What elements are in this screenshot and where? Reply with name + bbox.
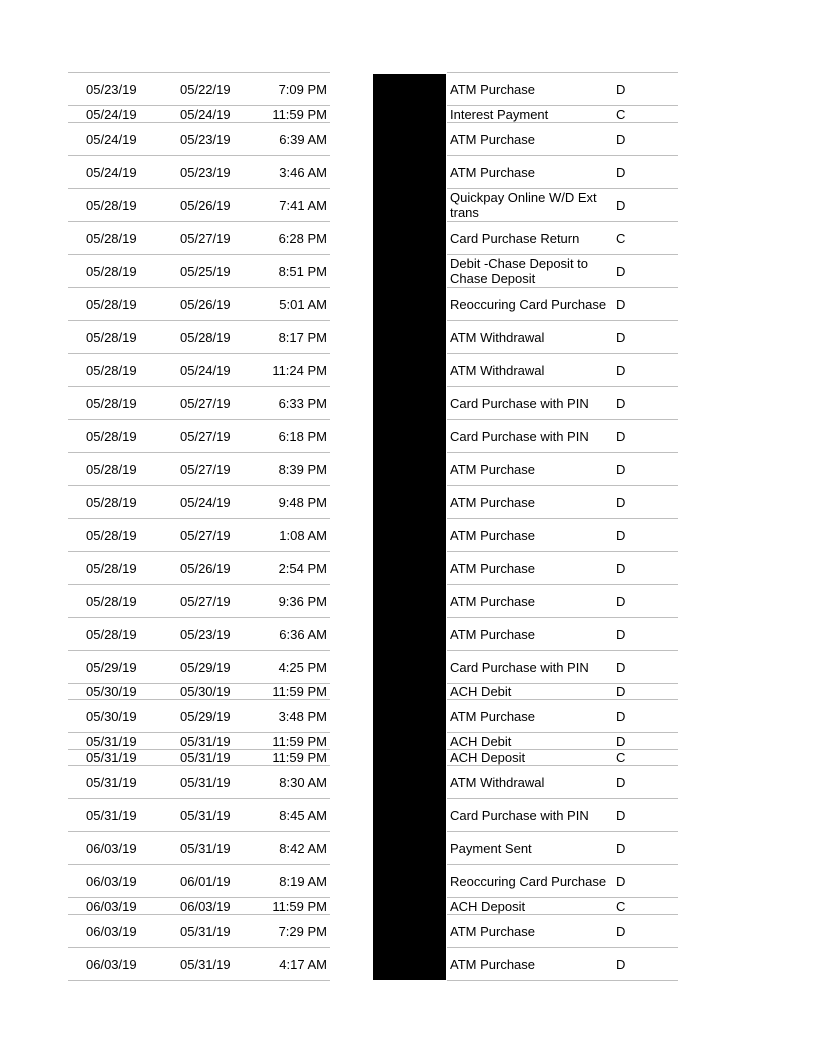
debit-credit-cell: D <box>616 956 626 972</box>
transaction-date-cell: 05/28/19 <box>180 329 231 345</box>
transaction-time-cell: 7:41 AM <box>279 197 327 213</box>
table-row <box>68 552 330 585</box>
debit-credit-cell: D <box>616 733 626 749</box>
table-row <box>447 354 678 387</box>
post-date-cell: 05/28/19 <box>86 230 137 246</box>
description-cell: ATM Purchase <box>450 593 536 609</box>
table-row <box>68 799 330 832</box>
transaction-time-cell: 6:36 AM <box>279 626 327 642</box>
description-cell: Card Purchase with PIN <box>450 395 589 411</box>
transaction-time-cell: 8:30 AM <box>279 774 327 790</box>
table-row <box>447 733 678 750</box>
description-cell: Card Purchase with PIN <box>450 659 589 675</box>
table-row <box>68 123 330 156</box>
post-date-cell: 05/31/19 <box>86 750 137 765</box>
description-cell: Interest Payment <box>450 106 549 122</box>
table-row <box>68 898 330 915</box>
description-cell: ATM Withdrawal <box>450 329 545 345</box>
table-row <box>447 73 678 106</box>
description-cell: Debit -Chase Deposit to Chase Deposit <box>450 256 589 286</box>
table-row <box>68 519 330 552</box>
table-row <box>447 486 678 519</box>
table-row <box>68 420 330 453</box>
transaction-date-cell: 05/26/19 <box>180 197 231 213</box>
table-row <box>447 255 678 288</box>
transaction-time-cell: 3:46 AM <box>279 164 327 180</box>
table-row <box>447 106 678 123</box>
description-cell: ATM Purchase <box>450 923 536 939</box>
table-row <box>447 915 678 948</box>
debit-credit-cell: D <box>616 527 626 543</box>
table-row <box>68 915 330 948</box>
table-row <box>68 106 330 123</box>
table-row <box>447 618 678 651</box>
debit-credit-cell: D <box>616 329 626 345</box>
post-date-cell: 05/29/19 <box>86 659 137 675</box>
transaction-date-cell: 05/31/19 <box>180 956 231 972</box>
transaction-date-cell: 05/31/19 <box>180 774 231 790</box>
transaction-time-cell: 11:59 PM <box>272 750 327 765</box>
description-cell: ATM Purchase <box>450 527 536 543</box>
debit-credit-cell: D <box>616 428 626 444</box>
debit-credit-cell: D <box>616 560 626 576</box>
table-row <box>447 387 678 420</box>
transaction-time-cell: 6:18 PM <box>278 428 327 444</box>
post-date-cell: 05/28/19 <box>86 197 137 213</box>
transaction-time-cell: 11:59 PM <box>272 684 327 699</box>
post-date-cell: 05/28/19 <box>86 626 137 642</box>
debit-credit-cell: D <box>616 807 626 823</box>
transaction-time-cell: 7:29 PM <box>278 923 327 939</box>
description-cell: ATM Withdrawal <box>450 362 545 378</box>
post-date-cell: 05/24/19 <box>86 106 137 122</box>
description-cell: ATM Purchase <box>450 461 536 477</box>
post-date-cell: 06/03/19 <box>86 898 137 914</box>
transaction-time-cell: 5:01 AM <box>279 296 327 312</box>
table-row <box>68 222 330 255</box>
transaction-date-cell: 05/26/19 <box>180 560 231 576</box>
description-cell: ATM Purchase <box>450 626 536 642</box>
description-cell: ATM Purchase <box>450 131 536 147</box>
table-row <box>447 585 678 618</box>
table-row <box>68 948 330 981</box>
post-date-cell: 05/24/19 <box>86 164 137 180</box>
table-row <box>68 486 330 519</box>
post-date-cell: 05/28/19 <box>86 428 137 444</box>
transaction-date-cell: 05/22/19 <box>180 81 231 97</box>
transaction-time-cell: 4:17 AM <box>279 956 327 972</box>
table-row <box>68 766 330 799</box>
debit-credit-cell: D <box>616 684 626 699</box>
table-row <box>68 618 330 651</box>
transaction-dates-table <box>68 72 330 981</box>
transaction-date-cell: 05/23/19 <box>180 164 231 180</box>
debit-credit-cell: D <box>616 494 626 510</box>
transaction-time-cell: 11:24 PM <box>272 362 327 378</box>
post-date-cell: 05/28/19 <box>86 593 137 609</box>
transaction-date-cell: 05/23/19 <box>180 626 231 642</box>
post-date-cell: 05/23/19 <box>86 81 137 97</box>
description-cell: ACH Debit <box>450 733 512 749</box>
post-date-cell: 05/28/19 <box>86 461 137 477</box>
transaction-date-cell: 05/31/19 <box>180 750 231 765</box>
table-row <box>68 700 330 733</box>
debit-credit-cell: C <box>616 750 626 765</box>
transaction-date-cell: 05/27/19 <box>180 461 231 477</box>
redaction-block <box>373 74 446 980</box>
table-row <box>447 898 678 915</box>
debit-credit-cell: D <box>616 626 626 642</box>
post-date-cell: 05/24/19 <box>86 131 137 147</box>
transaction-date-cell: 05/31/19 <box>180 733 231 749</box>
debit-credit-cell: D <box>616 708 626 724</box>
post-date-cell: 05/28/19 <box>86 329 137 345</box>
transaction-date-cell: 05/25/19 <box>180 263 231 279</box>
transaction-time-cell: 8:19 AM <box>279 873 327 889</box>
post-date-cell: 05/28/19 <box>86 560 137 576</box>
debit-credit-cell: C <box>616 106 626 122</box>
debit-credit-cell: D <box>616 774 626 790</box>
description-cell: Reoccuring Card Purchase <box>450 873 607 889</box>
table-row <box>447 156 678 189</box>
table-row <box>447 222 678 255</box>
transaction-time-cell: 8:42 AM <box>279 840 327 856</box>
post-date-cell: 05/28/19 <box>86 527 137 543</box>
transaction-date-cell: 05/27/19 <box>180 527 231 543</box>
transaction-time-cell: 8:51 PM <box>278 263 327 279</box>
table-row <box>447 321 678 354</box>
description-cell: Card Purchase Return <box>450 230 580 246</box>
table-row <box>447 684 678 700</box>
transaction-date-cell: 06/03/19 <box>180 898 231 914</box>
table-row <box>447 799 678 832</box>
description-cell: ATM Purchase <box>450 708 536 724</box>
transaction-time-cell: 7:09 PM <box>278 81 327 97</box>
transaction-time-cell: 6:28 PM <box>278 230 327 246</box>
post-date-cell: 05/30/19 <box>86 684 137 699</box>
table-row <box>68 750 330 766</box>
table-row <box>447 700 678 733</box>
debit-credit-cell: D <box>616 593 626 609</box>
description-cell: Payment Sent <box>450 840 532 856</box>
description-cell: ATM Withdrawal <box>450 774 545 790</box>
transaction-time-cell: 6:33 PM <box>278 395 327 411</box>
debit-credit-cell: D <box>616 296 626 312</box>
post-date-cell: 05/30/19 <box>86 708 137 724</box>
debit-credit-cell: D <box>616 197 626 213</box>
table-row <box>68 865 330 898</box>
description-cell: ATM Purchase <box>450 81 536 97</box>
post-date-cell: 05/28/19 <box>86 494 137 510</box>
table-row <box>68 651 330 684</box>
table-row <box>68 73 330 106</box>
transaction-time-cell: 3:48 PM <box>278 708 327 724</box>
transaction-description-table <box>447 72 678 981</box>
table-row <box>68 156 330 189</box>
post-date-cell: 06/03/19 <box>86 873 137 889</box>
transaction-date-cell: 06/01/19 <box>180 873 231 889</box>
debit-credit-cell: D <box>616 873 626 889</box>
post-date-cell: 05/31/19 <box>86 774 137 790</box>
description-cell: ATM Purchase <box>450 494 536 510</box>
transaction-date-cell: 05/24/19 <box>180 362 231 378</box>
table-row <box>68 321 330 354</box>
post-date-cell: 05/28/19 <box>86 395 137 411</box>
debit-credit-cell: C <box>616 230 626 246</box>
debit-credit-cell: C <box>616 898 626 914</box>
transaction-date-cell: 05/29/19 <box>180 708 231 724</box>
post-date-cell: 05/28/19 <box>86 263 137 279</box>
transaction-time-cell: 6:39 AM <box>279 131 327 147</box>
table-row <box>447 189 678 222</box>
table-row <box>447 552 678 585</box>
transaction-time-cell: 9:36 PM <box>278 593 327 609</box>
description-cell: ACH Deposit <box>450 750 526 765</box>
table-row <box>447 288 678 321</box>
table-row <box>447 750 678 766</box>
debit-credit-cell: D <box>616 362 626 378</box>
post-date-cell: 05/31/19 <box>86 807 137 823</box>
transaction-date-cell: 05/31/19 <box>180 840 231 856</box>
debit-credit-cell: D <box>616 840 626 856</box>
transaction-time-cell: 8:45 AM <box>279 807 327 823</box>
transaction-date-cell: 05/26/19 <box>180 296 231 312</box>
transaction-date-cell: 05/27/19 <box>180 395 231 411</box>
description-cell: Reoccuring Card Purchase <box>450 296 607 312</box>
table-row <box>68 288 330 321</box>
table-row <box>68 684 330 700</box>
description-cell: ATM Purchase <box>450 956 536 972</box>
debit-credit-cell: D <box>616 263 626 279</box>
post-date-cell: 05/28/19 <box>86 296 137 312</box>
description-cell: ACH Debit <box>450 684 512 699</box>
description-cell: Card Purchase with PIN <box>450 807 589 823</box>
table-row <box>447 832 678 865</box>
table-row <box>447 865 678 898</box>
transaction-date-cell: 05/27/19 <box>180 230 231 246</box>
description-cell: Quickpay Online W/D Ext trans <box>450 190 597 220</box>
table-row <box>68 189 330 222</box>
post-date-cell: 05/28/19 <box>86 362 137 378</box>
transaction-date-cell: 05/24/19 <box>180 494 231 510</box>
post-date-cell: 06/03/19 <box>86 923 137 939</box>
debit-credit-cell: D <box>616 461 626 477</box>
table-row <box>68 832 330 865</box>
table-row <box>447 123 678 156</box>
transaction-date-cell: 05/23/19 <box>180 131 231 147</box>
table-row <box>447 420 678 453</box>
description-cell: ATM Purchase <box>450 560 536 576</box>
transaction-date-cell: 05/27/19 <box>180 593 231 609</box>
post-date-cell: 06/03/19 <box>86 956 137 972</box>
transaction-date-cell: 05/31/19 <box>180 923 231 939</box>
debit-credit-cell: D <box>616 81 626 97</box>
transaction-time-cell: 9:48 PM <box>278 494 327 510</box>
debit-credit-cell: D <box>616 131 626 147</box>
table-row <box>68 354 330 387</box>
transaction-date-cell: 05/27/19 <box>180 428 231 444</box>
post-date-cell: 06/03/19 <box>86 840 137 856</box>
table-row <box>68 585 330 618</box>
transaction-date-cell: 05/30/19 <box>180 684 231 699</box>
table-row <box>447 948 678 981</box>
table-row <box>68 387 330 420</box>
transaction-time-cell: 11:59 PM <box>272 733 327 749</box>
table-row <box>68 453 330 486</box>
debit-credit-cell: D <box>616 164 626 180</box>
debit-credit-cell: D <box>616 395 626 411</box>
table-row <box>447 651 678 684</box>
table-row <box>68 733 330 750</box>
transaction-time-cell: 8:39 PM <box>278 461 327 477</box>
description-cell: Card Purchase with PIN <box>450 428 589 444</box>
transaction-time-cell: 1:08 AM <box>279 527 327 543</box>
transaction-time-cell: 2:54 PM <box>278 560 327 576</box>
description-cell: ATM Purchase <box>450 164 536 180</box>
table-row <box>447 453 678 486</box>
table-row <box>447 766 678 799</box>
transaction-time-cell: 11:59 PM <box>272 898 327 914</box>
post-date-cell: 05/31/19 <box>86 733 137 749</box>
table-row <box>447 519 678 552</box>
transaction-time-cell: 8:17 PM <box>278 329 327 345</box>
debit-credit-cell: D <box>616 659 626 675</box>
description-cell: ACH Deposit <box>450 898 526 914</box>
transaction-time-cell: 11:59 PM <box>272 106 327 122</box>
table-row <box>68 255 330 288</box>
transaction-date-cell: 05/29/19 <box>180 659 231 675</box>
transaction-date-cell: 05/31/19 <box>180 807 231 823</box>
transaction-date-cell: 05/24/19 <box>180 106 231 122</box>
transaction-time-cell: 4:25 PM <box>278 659 327 675</box>
debit-credit-cell: D <box>616 923 626 939</box>
